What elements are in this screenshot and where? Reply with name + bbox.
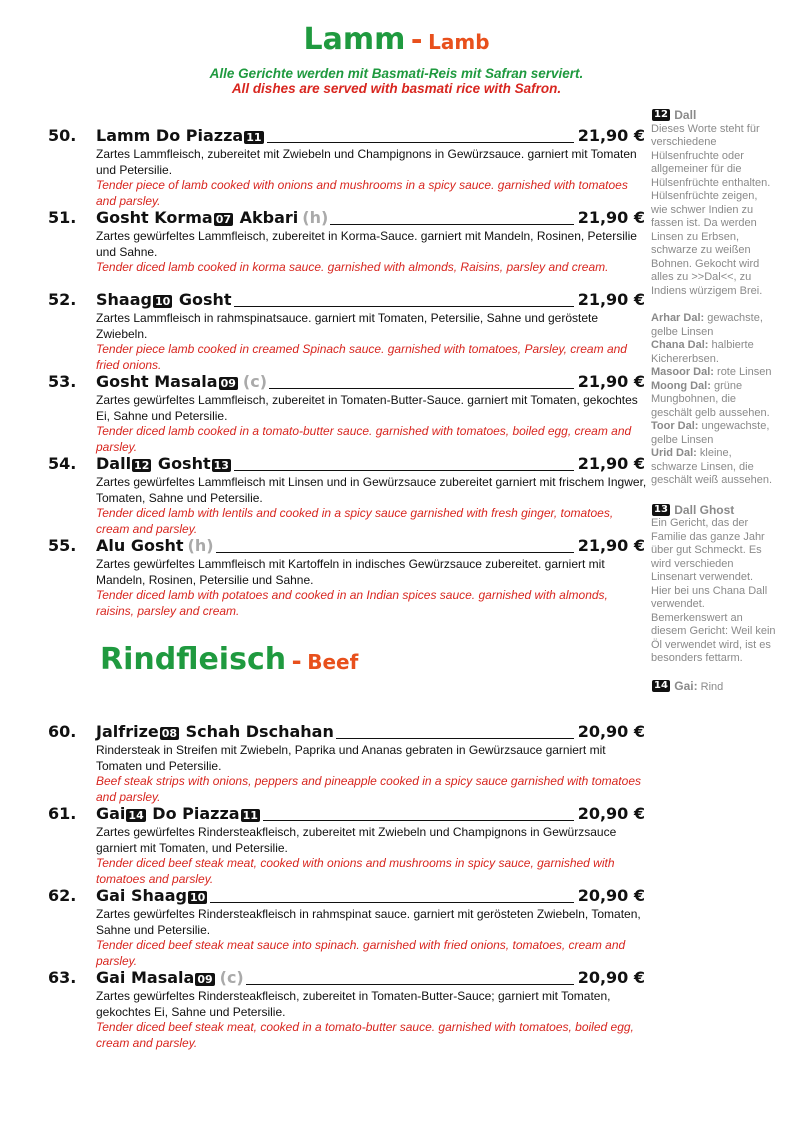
dish-number: 61. [48, 804, 77, 823]
dish-number: 62. [48, 886, 77, 905]
footnote-badge: 12 [654, 109, 668, 120]
dish-description-de: Zartes gewürfeltes Rindersteakfleisch, zubereitet mit Zwiebeln und Champignons in Gewürzsauce garniert mit Tomaten, und Petersilie. [96, 825, 617, 855]
dish-price: 20,90 € [577, 722, 645, 741]
glossary-dall-heading [651, 109, 776, 123]
title-en: Lamb [428, 30, 490, 54]
leader-line [234, 470, 574, 471]
dal-type-text: rote Linsen [713, 366, 772, 378]
menu-item [48, 886, 648, 969]
leader-line [336, 738, 574, 739]
leader-line [269, 388, 574, 389]
dish-name-part: Gosht [152, 454, 211, 473]
dal-type-name: Moong Dal: [651, 379, 711, 392]
dish-description-en: Tender diced beef steak meat, cooked in a tomato-butter sauce. garnished with tomatoes, boiled egg, cream and parsley. [96, 1020, 634, 1050]
title-en: Beef [307, 650, 359, 674]
leader-line [263, 820, 574, 821]
glossary-ghost-text: Ein Gericht, das der Familie das ganze Jahr über gut Schmeckt. Es wird verschieden Linsenart verwendet. Hier bei uns Chana Dall verwendet. Bemerkenswert an diesem Gericht: Weil kein Öl verwendet wird, ist es besonders fettarm. [651, 517, 776, 664]
dish-description-en: Beef steak strips with onions, peppers and pineapple cooked in a spicy sauce garnished with tomatoes and parsley. [96, 774, 641, 804]
footnote-badge: 07 [215, 213, 232, 226]
leader-line [234, 306, 574, 307]
leader-line [267, 142, 574, 143]
title-dash: - [291, 647, 302, 675]
dish-name: Dall [96, 454, 132, 473]
dal-type-name: Masoor Dal: [651, 366, 714, 378]
dish-description-en: Tender diced lamb with lentils and cooked in a spicy sauce garnished with fresh ginger, tomatoes, cream and parsley. [96, 506, 614, 536]
footnote-badge: 09 [220, 377, 236, 390]
section-title-beef [100, 642, 358, 677]
dish-description-en: Tender diced lamb cooked in a tomato-butter sauce. garnished with tomatoes, boiled egg, cream and parsley. [96, 424, 632, 454]
glossary-ghost-heading [651, 504, 776, 518]
glossary-ghost-title: Dall Ghost [674, 502, 735, 517]
glossary-dall-title: Dall [674, 108, 697, 122]
menu-item [48, 290, 648, 373]
menu-item [48, 722, 648, 805]
dish-name-part: Schah Dschahan [180, 722, 334, 741]
footnote-badge: 09 [197, 973, 213, 986]
dish-description-en: Tender piece of lamb cooked with onions and mushrooms in a spicy sauce. garnished with tomatoes and parsley. [96, 178, 628, 208]
dish-description-de: Zartes gewürfeltes Rindersteakfleisch, zubereitet in Tomaten-Butter-Sauce; garniert mit Tomaten, gekochtes Ei, Sahne und Petersilie. [96, 989, 611, 1019]
dish-description-en: Tender diced beef steak meat, cooked with onions and mushrooms in spicy sauce, garnished with tomatoes and parsley. [96, 856, 615, 886]
dish-name: Alu Gosht [96, 536, 184, 555]
dal-type-name: Chana Dal: [651, 339, 709, 351]
dish-tag: (h) [302, 208, 329, 227]
dish-name: Gai Shaag [96, 886, 187, 905]
dish-name: Gosht Korma [96, 208, 213, 227]
dal-type-name: Toor Dal: [651, 420, 699, 432]
dish-name: Lamm Do Piazza [96, 126, 244, 145]
glossary-gai-text: Rind [697, 680, 724, 693]
glossary-gai [651, 680, 776, 695]
rice-note [0, 66, 793, 96]
dish-tag: (c) [219, 968, 244, 987]
dish-description-de: Zartes Lammfleisch in rahmspinatsauce. garniert mit Tomaten, Petersilie, Sahne und geröstete Zwiebeln. [96, 311, 599, 341]
dish-name-part: Do Piazza [146, 804, 240, 823]
leader-line [330, 224, 573, 225]
title-de: Rindfleisch [100, 642, 287, 677]
dish-name: Shaag [96, 290, 152, 309]
rice-note-de: Alle Gerichte werden mit Basmati-Reis mit Safran serviert. [209, 66, 584, 81]
dish-description-de: Zartes gewürfeltes Lammfleisch mit Linsen und in Gewürzsauce zubereitet garniert mit frischem Ingwer, Tomaten, Sahne und Petersilie. [96, 475, 647, 505]
dal-types-list [651, 312, 776, 488]
dish-price: 20,90 € [577, 804, 645, 823]
leader-line [216, 552, 574, 553]
dish-price: 21,90 € [577, 536, 645, 555]
dish-description-de: Zartes gewürfeltes Lammfleisch mit Kartoffeln in indisches Gewürzsauce zubereitet. garniert mit Mandeln, Rosinen, Petersilie und Sahne. [96, 557, 605, 587]
title-de: Lamm [303, 22, 406, 57]
dish-number: 63. [48, 968, 77, 987]
dish-tag: (h) [187, 536, 214, 555]
section-title-lamb [0, 22, 793, 57]
dish-name-part: Akbari [234, 208, 299, 227]
footnote-badge: 12 [134, 459, 150, 472]
footnote-badge: 08 [161, 727, 178, 740]
dish-price: 21,90 € [577, 454, 645, 473]
dal-type-text: ungewachste, gelbe Linsen [651, 420, 770, 446]
menu-item [48, 804, 648, 887]
dish-number: 52. [48, 290, 77, 309]
dal-type-text: halbierte Kichererbsen. [651, 339, 754, 365]
dish-price: 21,90 € [577, 126, 645, 145]
dish-price: 20,90 € [577, 886, 645, 905]
dish-description-de: Rindersteak in Streifen mit Zwiebeln, Paprika und Ananas gebraten in Gewürzsauce garniert mit Tomaten und Petersilie. [96, 743, 606, 773]
dish-number: 55. [48, 536, 77, 555]
dish-tag: (c) [242, 372, 267, 391]
leader-line [210, 902, 573, 903]
dal-type-text: kleine, schwarze Linsen, die geschält weiß aussehen. [651, 447, 773, 486]
dish-price: 21,90 € [577, 290, 645, 309]
footnote-badge: 11 [242, 809, 258, 822]
dish-number: 51. [48, 208, 77, 227]
dish-name: Gosht Masala [96, 372, 218, 391]
title-dash: - [410, 23, 423, 56]
dish-number: 50. [48, 126, 77, 145]
rice-note-en: All dishes are served with basmati rice with Safron. [231, 81, 562, 96]
menu-item [48, 208, 648, 276]
dish-number: 54. [48, 454, 77, 473]
footnote-badge: 14 [128, 809, 144, 822]
menu-item [48, 454, 648, 537]
dish-description-de: Zartes gewürfeltes Lammfleisch, zubereitet in Tomaten-Butter-Sauce. garniert mit Tomaten, gekochtes Ei, Sahne und Petersilie. [96, 393, 638, 423]
dal-type [651, 380, 776, 421]
glossary-dall-text: Dieses Worte steht für verschiedene Hülsenfruchte oder allgemeiner für die Hülsenfrüchte enthalten. Hülsenfrüchte zeigen, wie schwer Indien zu fassen ist. Da werden Linsen zu Erbsen, schwarze zu weißen Bohnen. Gekocht wird alles zu >>Dal<<, zu Indiens würzigem Brei. [651, 122, 771, 297]
sidebar-glossary [651, 109, 776, 694]
dish-name: Gai Masala [96, 968, 195, 987]
dish-description-en: Tender diced lamb cooked in korma sauce. garnished with almonds, Raisins, parsley and cream. [96, 260, 609, 274]
dal-type [651, 420, 776, 447]
dal-type [651, 312, 776, 339]
dal-type-text: grüne Mungbohnen, die geschält gelb aussehen. [651, 379, 770, 419]
dish-description-de: Zartes Lammfleisch, zubereitet mit Zwiebeln und Champignons in Gewürzsauce. garniert mit Tomaten und Petersilie. [96, 147, 637, 177]
footnote-badge: 10 [154, 295, 171, 308]
dish-price: 21,90 € [577, 208, 645, 227]
footnote-badge: 11 [246, 131, 262, 144]
menu-item [48, 536, 648, 619]
dal-type-name: Urid Dal: [651, 447, 697, 459]
dish-price: 20,90 € [577, 968, 645, 987]
glossary-gai-title: Gai: [674, 678, 698, 693]
footnote-badge: 14 [654, 679, 668, 691]
dish-name: Gai [96, 804, 126, 823]
dal-type [651, 366, 776, 380]
dal-type-name: Arhar Dal: [651, 312, 705, 324]
dish-description-de: Zartes gewürfeltes Rindersteakfleisch in rahmspinat sauce. garniert mit gerösteten Zwiebeln, Tomaten, Sahne und Petersilie. [96, 907, 641, 937]
menu-item [48, 372, 648, 455]
dish-name-part: Gosht [173, 290, 232, 309]
menu-item [48, 126, 648, 209]
footnote-badge: 13 [654, 503, 668, 515]
footnote-badge: 10 [189, 891, 206, 904]
dish-description-de: Zartes gewürfeltes Lammfleisch, zubereitet in Korma-Sauce. garniert mit Mandeln, Rosinen, Petersilie und Sahne. [96, 229, 637, 259]
dish-number: 60. [48, 722, 77, 741]
dal-type-text: gewachste, gelbe Linsen [651, 312, 763, 338]
dish-number: 53. [48, 372, 77, 391]
dish-description-en: Tender diced beef steak meat sauce into spinach. garnished with fried onions, tomatoes, cream and parsley. [96, 938, 626, 968]
dish-name: Jalfrize [96, 722, 159, 741]
dish-price: 21,90 € [577, 372, 645, 391]
footnote-badge: 13 [213, 459, 229, 472]
dal-type [651, 447, 776, 488]
menu-item [48, 968, 648, 1051]
dish-description-en: Tender diced lamb with potatoes and cooked in an Indian spices sauce. garnished with almonds, raisins, parsley and cream. [96, 588, 608, 618]
dal-type [651, 339, 776, 366]
dish-description-en: Tender piece lamb cooked in creamed Spinach sauce. garnished with tomatoes, Parsley, cream and fried onions. [96, 342, 627, 372]
leader-line [246, 984, 574, 985]
